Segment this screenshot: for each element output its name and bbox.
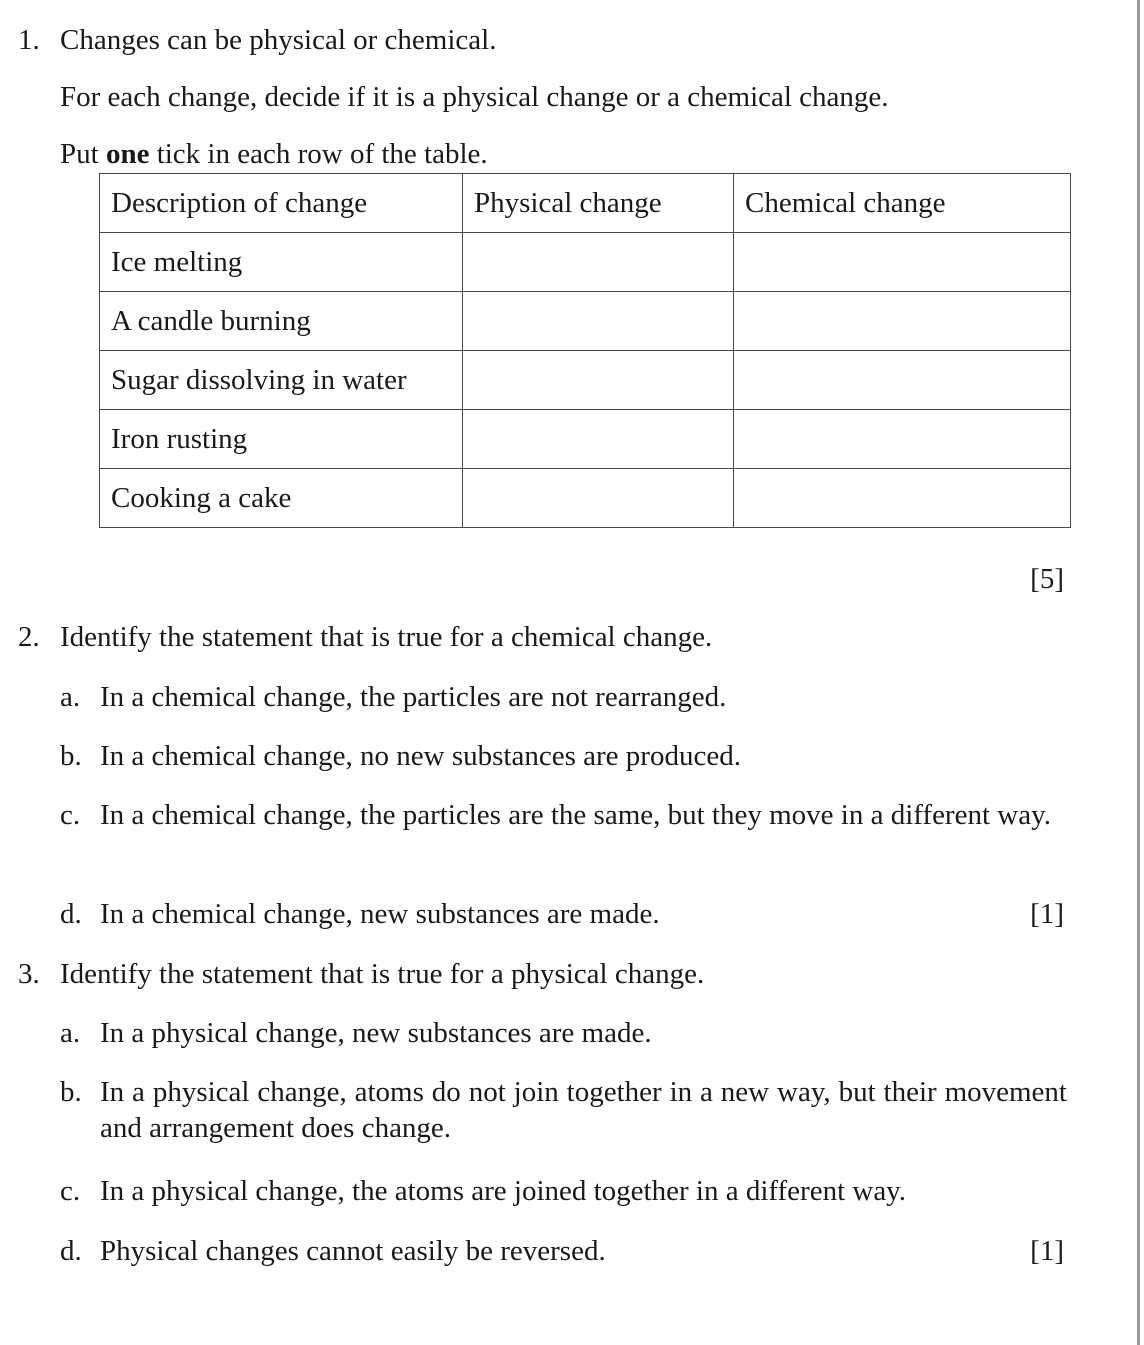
q3-option-b-text[interactable]: In a physical change, atoms do not join together in a new way, but their movement and arrangement does change. [100,1076,1067,1144]
q2-option-a-letter: a. [60,681,81,713]
table-row [100,351,1071,410]
q3-option-a-text[interactable]: In a physical change, new substances are made. [100,1017,652,1049]
page-edge-divider [1137,0,1140,1345]
q2-option-c-letter: c. [60,799,81,831]
physical-tick-cell[interactable] [463,410,734,469]
question-2-number: 2. [18,621,40,653]
table-row [100,292,1071,351]
instruction-text-pre: Put [60,138,106,170]
table-row [100,469,1071,528]
question-1-line-2: For each change, decide if it is a physical change or a chemical change. [60,81,889,113]
changes-table [99,173,1071,528]
question-3-marks: [1] [1030,1235,1064,1267]
question-1-number: 1. [18,24,40,56]
row-description: Sugar dissolving in water [100,351,463,410]
q2-option-a-text[interactable]: In a chemical change, the particles are not rearranged. [100,681,727,713]
table-header-row [100,174,1071,233]
header-chemical: Chemical change [734,174,1071,233]
q3-option-c-text[interactable]: In a physical change, the atoms are joined together in a different way. [100,1175,907,1207]
header-physical: Physical change [463,174,734,233]
question-3-stem: Identify the statement that is true for a physical change. [60,958,705,990]
row-description: Ice melting [100,233,463,292]
physical-tick-cell[interactable] [463,233,734,292]
instruction-text-post: tick in each row of the table. [149,138,488,170]
instruction-text-bold: one [105,138,150,170]
header-description: Description of change [100,174,463,233]
question-1-marks: [5] [1030,563,1064,595]
table-row [100,233,1071,292]
q2-option-d-text[interactable]: In a chemical change, new substances are made. [100,898,660,930]
question-3-number: 3. [18,958,40,990]
q3-option-a-letter: a. [60,1017,81,1049]
q2-option-b-text[interactable]: In a chemical change, no new substances are produced. [100,740,741,772]
question-1-line-1: Changes can be physical or chemical. [60,24,497,56]
physical-tick-cell[interactable] [463,292,734,351]
chemical-tick-cell[interactable] [734,469,1071,528]
q3-option-d-text[interactable]: Physical changes cannot easily be reversed. [100,1235,606,1267]
chemical-tick-cell[interactable] [734,233,1071,292]
physical-tick-cell[interactable] [463,351,734,410]
question-1-instruction [60,136,488,172]
q3-option-c-letter: c. [60,1175,81,1207]
chemical-tick-cell[interactable] [734,351,1071,410]
question-2-marks: [1] [1030,898,1064,930]
q2-option-b-letter: b. [60,740,82,772]
table-row [100,410,1071,469]
q3-option-b-letter: b. [60,1076,82,1108]
q2-option-c-text[interactable]: In a chemical change, the particles are the same, but they move in a different way. [100,799,1051,831]
row-description: Cooking a cake [100,469,463,528]
row-description: A candle burning [100,292,463,351]
q3-option-d-letter: d. [60,1235,82,1267]
q2-option-d-letter: d. [60,898,82,930]
physical-tick-cell[interactable] [463,469,734,528]
row-description: Iron rusting [100,410,463,469]
chemical-tick-cell[interactable] [734,410,1071,469]
question-2-stem: Identify the statement that is true for a chemical change. [60,621,713,653]
chemical-tick-cell[interactable] [734,292,1071,351]
